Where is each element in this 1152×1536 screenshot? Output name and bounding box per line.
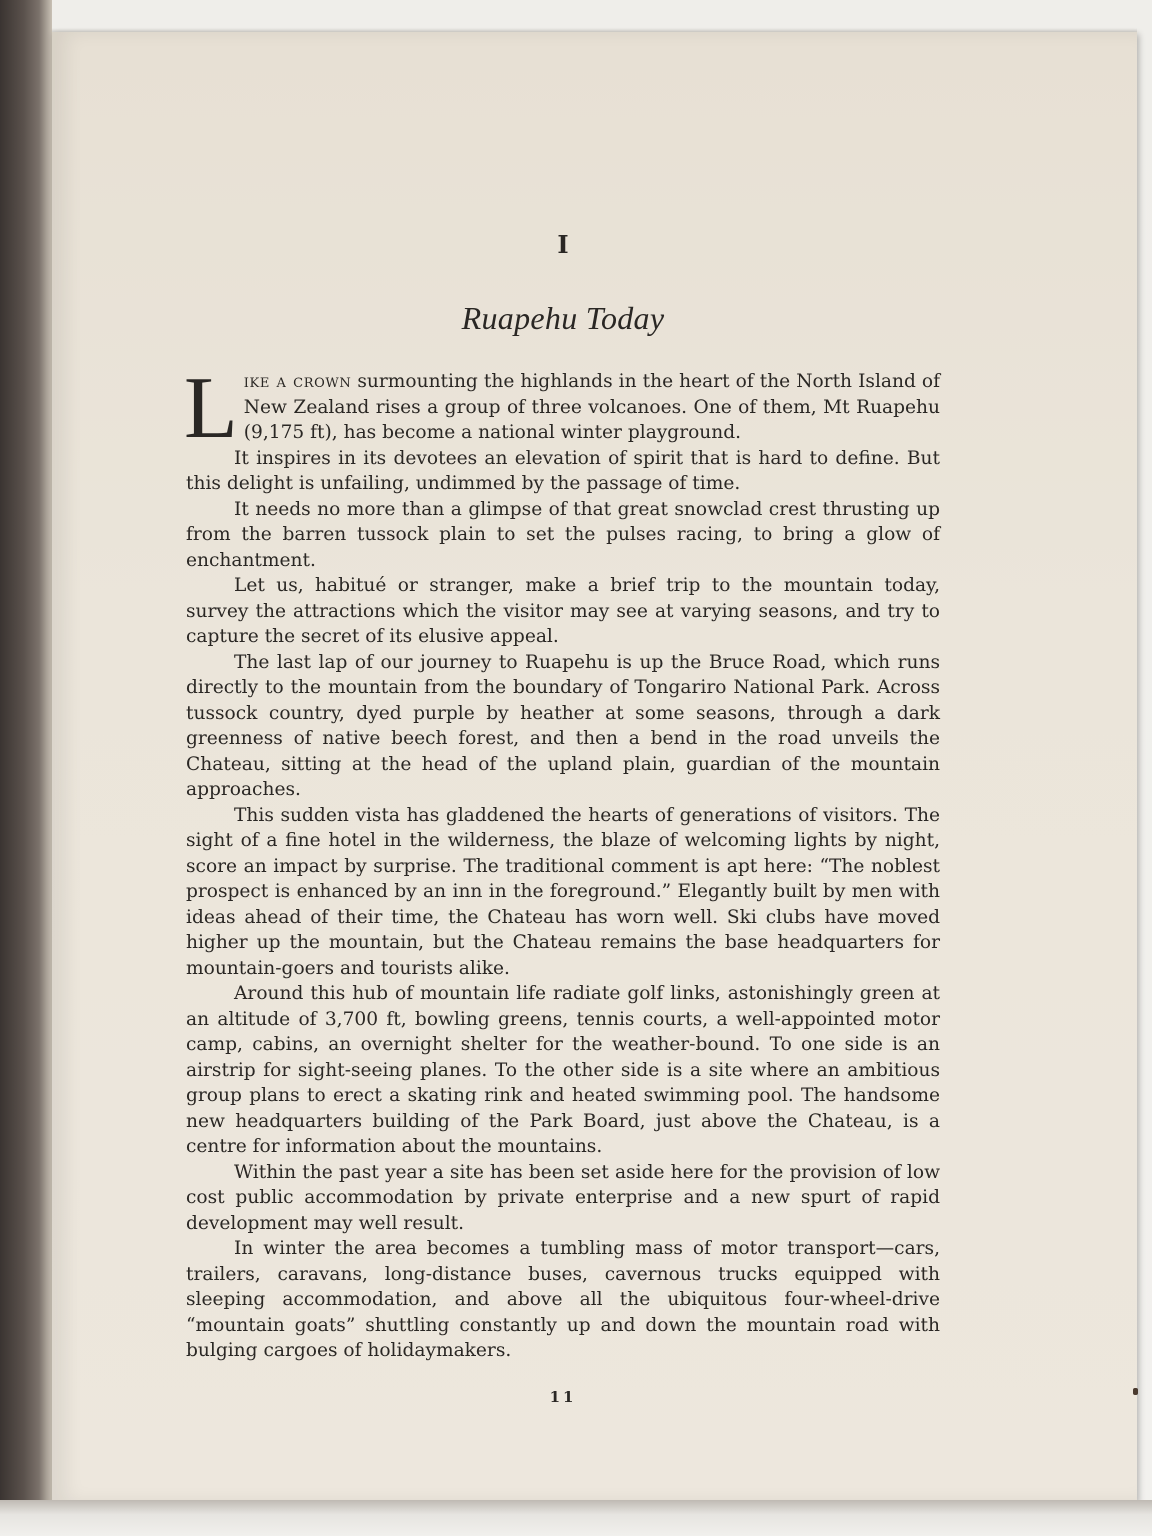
table-surface: [0, 1500, 1152, 1536]
drop-cap: L: [184, 360, 238, 457]
paragraph: Within the past year a site has been set aside here for the provision of low cost public accommodation by private enterprise and a new spurt of rapid development may well result.: [186, 1161, 940, 1234]
paragraph: The last lap of our journey to Ruapehu is up the Bruce Road, which runs directly to the mountain from the boundary of Tongariro National Park. Across tussock country, dyed purple by heather at some seasons, through a dark greenness of native beech forest, and then a bend in the road unveils the Chateau, sitting at the head of the upland plain, guardian of the mountain approaches.: [186, 651, 940, 800]
page-blemish: [1133, 1388, 1138, 1395]
chapter-title: Ruapehu Today: [461, 300, 665, 336]
paragraph: Around this hub of mountain life radiate golf links, astonishingly green at an altitude of 3,700 ft, bowling greens, tennis courts, a well-appointed motor camp, cabins, an overnight shelter for the weather-bound. To one side is an airstrip for sight-seeing planes. To the other side is a site where an ambitious group plans to erect a skating rink and heated swimming pool. The handsome new headquarters building of the Park Board, just above the Chateau, is a centre for information about the mountains.: [186, 983, 940, 1157]
paragraph-1-text: surmounting the highlands in the heart of the North Island of New Zealand rises a group of three volcanoes. One of them, Mt Ruapehu (9,175 ft), has become a national winter playground.: [243, 371, 940, 443]
paragraph: It needs no more than a glimpse of that great snowclad crest thrusting up from the barren tussock plain to set the pulses racing, to bring a glow of enchantment.: [186, 498, 940, 571]
lead-in: ike a crown: [243, 371, 352, 392]
chapter-body: [184, 360, 940, 1364]
paragraph: It inspires in its devotees an elevation of spirit that is hard to define. But this delight is unfailing, undimmed by the passage of time.: [186, 447, 940, 494]
page-content: [186, 220, 940, 1406]
paragraph: In winter the area becomes a tumbling mass of motor transport—cars, trailers, caravans, long-distance buses, cavernous trucks equipped with sleeping accommodation, and above all the ubiquitous four-wheel-drive “mountain goats” shuttling constantly up and down the mountain road with bulging cargoes of holidaymakers.: [186, 1238, 940, 1361]
book-cover-edge: [0, 0, 52, 1536]
page-number: 11: [549, 1387, 577, 1406]
chapter-numeral: I: [557, 230, 569, 259]
paragraph-1: [184, 360, 940, 457]
paragraph: Let us, habitué or stranger, make a brief trip to the mountain today, survey the attractions which the visitor may see at varying seasons, and try to capture the secret of its elusive appeal.: [186, 575, 940, 647]
paragraph: This sudden vista has gladdened the hearts of generations of visitors. The sight of a fine hotel in the wilderness, the blaze of welcoming lights by night, score an impact by surprise. The traditional comment is apt here: “The noblest prospect is enhanced by an inn in the foreground.” Elegantly built by men with ideas ahead of their time, the Chateau has worn well. Ski clubs have moved higher up the mountain, but the Chateau remains the base headquarters for mountain-goers and tourists alike.: [186, 804, 940, 979]
